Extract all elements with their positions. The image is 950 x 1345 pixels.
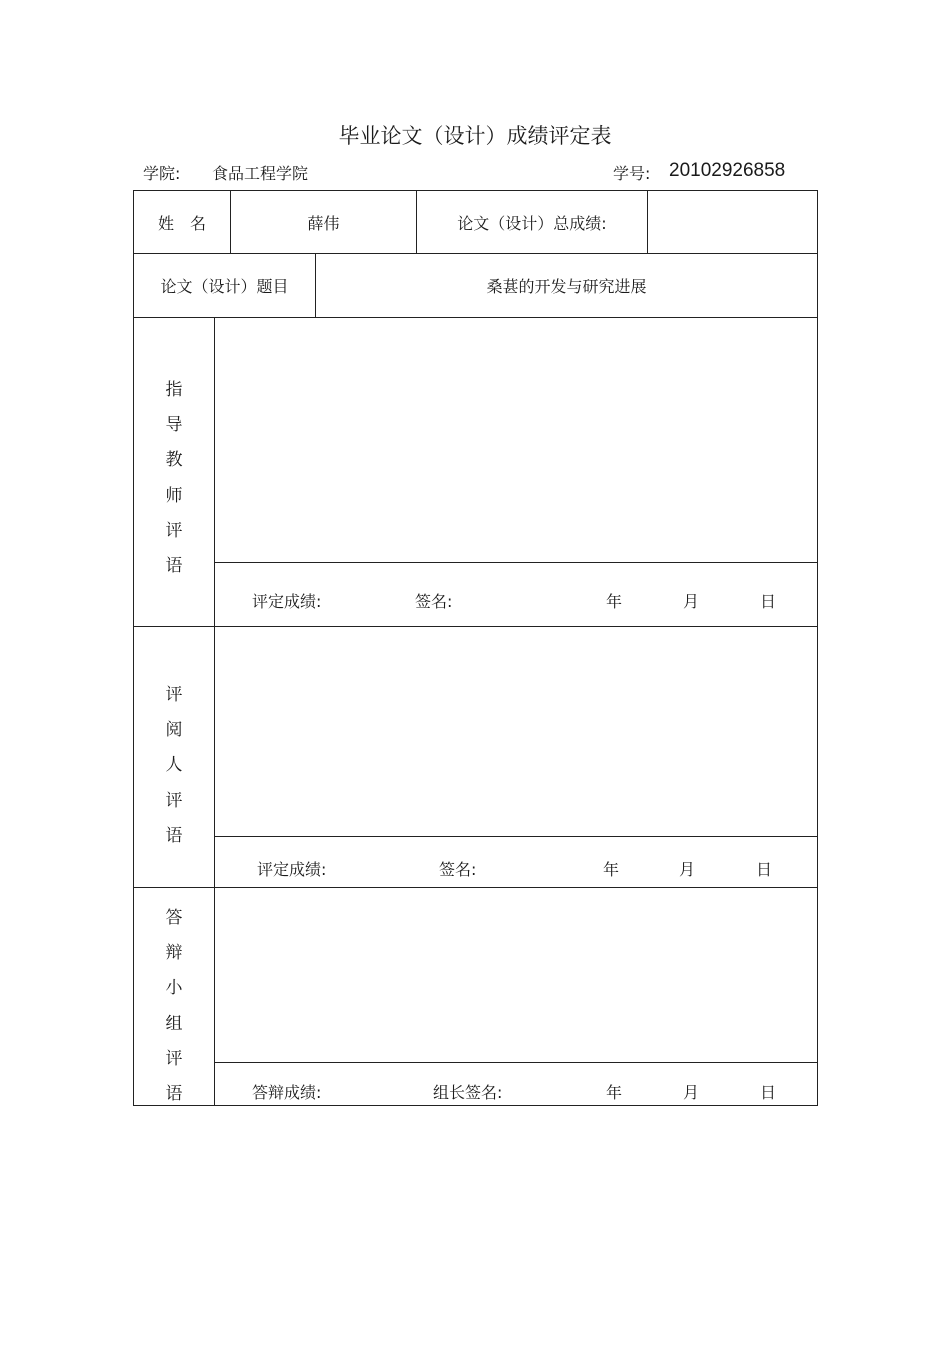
defense-side-char: 辩 <box>165 943 183 963</box>
advisor-side-char: 导 <box>165 415 183 435</box>
advisor-comment-area[interactable] <box>215 318 817 562</box>
reviewer-score-label: 评定成绩: <box>257 860 327 879</box>
name-value: 薛伟 <box>307 213 340 233</box>
topic-label: 论文（设计）题目 <box>160 277 289 296</box>
defense-sign-label: 组长签名: <box>433 1083 503 1102</box>
reviewer-sign-label: 签名: <box>439 860 477 879</box>
table-border-right <box>817 190 818 1105</box>
student-id-label: 学号: <box>613 164 651 183</box>
reviewer-comment-area[interactable] <box>215 627 817 836</box>
defense-month-label: 月 <box>683 1083 700 1102</box>
total-score-label: 论文（设计）总成绩: <box>457 213 607 233</box>
advisor-side-char: 师 <box>165 486 183 506</box>
defense-score-label: 答辩成绩: <box>252 1083 322 1102</box>
student-id-value: 20102926858 <box>669 160 786 181</box>
reviewer-day-label: 日 <box>756 860 773 879</box>
reviewer-side-char: 评 <box>165 685 183 705</box>
advisor-day-label: 日 <box>760 592 777 611</box>
defense-day-label: 日 <box>760 1083 777 1102</box>
defense-comment-area[interactable] <box>215 888 817 1062</box>
name-label: 姓 名 <box>157 213 206 233</box>
advisor-side-char: 指 <box>165 380 183 400</box>
section-divider <box>214 1062 818 1063</box>
advisor-year-label: 年 <box>606 592 623 611</box>
advisor-score-label: 评定成绩: <box>252 592 322 611</box>
college-value: 食品工程学院 <box>212 164 309 183</box>
reviewer-month-label: 月 <box>679 860 696 879</box>
advisor-month-label: 月 <box>683 592 700 611</box>
table-border-left <box>133 190 134 1105</box>
reviewer-year-label: 年 <box>603 860 620 879</box>
defense-side-char: 组 <box>165 1014 183 1034</box>
table-border-bottom <box>133 1105 818 1106</box>
defense-side-char: 评 <box>165 1049 183 1069</box>
advisor-side-char: 评 <box>165 521 183 541</box>
total-score-field[interactable] <box>648 191 817 253</box>
defense-year-label: 年 <box>606 1083 623 1102</box>
reviewer-side-char: 语 <box>165 826 183 846</box>
section-divider <box>214 836 818 837</box>
reviewer-side-char: 阅 <box>165 720 183 740</box>
form-title: 毕业论文（设计）成绩评定表 <box>338 124 612 148</box>
defense-side-char: 语 <box>165 1084 183 1104</box>
advisor-side-char: 教 <box>165 450 183 470</box>
defense-side-char: 小 <box>165 978 183 998</box>
advisor-sign-label: 签名: <box>415 592 453 611</box>
defense-side-char: 答 <box>165 908 183 928</box>
section-divider <box>214 562 818 563</box>
reviewer-side-char: 人 <box>165 755 183 775</box>
topic-value: 桑葚的开发与研究进展 <box>486 277 647 296</box>
college-label: 学院: <box>143 164 181 183</box>
reviewer-side-char: 评 <box>165 791 183 811</box>
advisor-side-char: 语 <box>165 556 183 576</box>
